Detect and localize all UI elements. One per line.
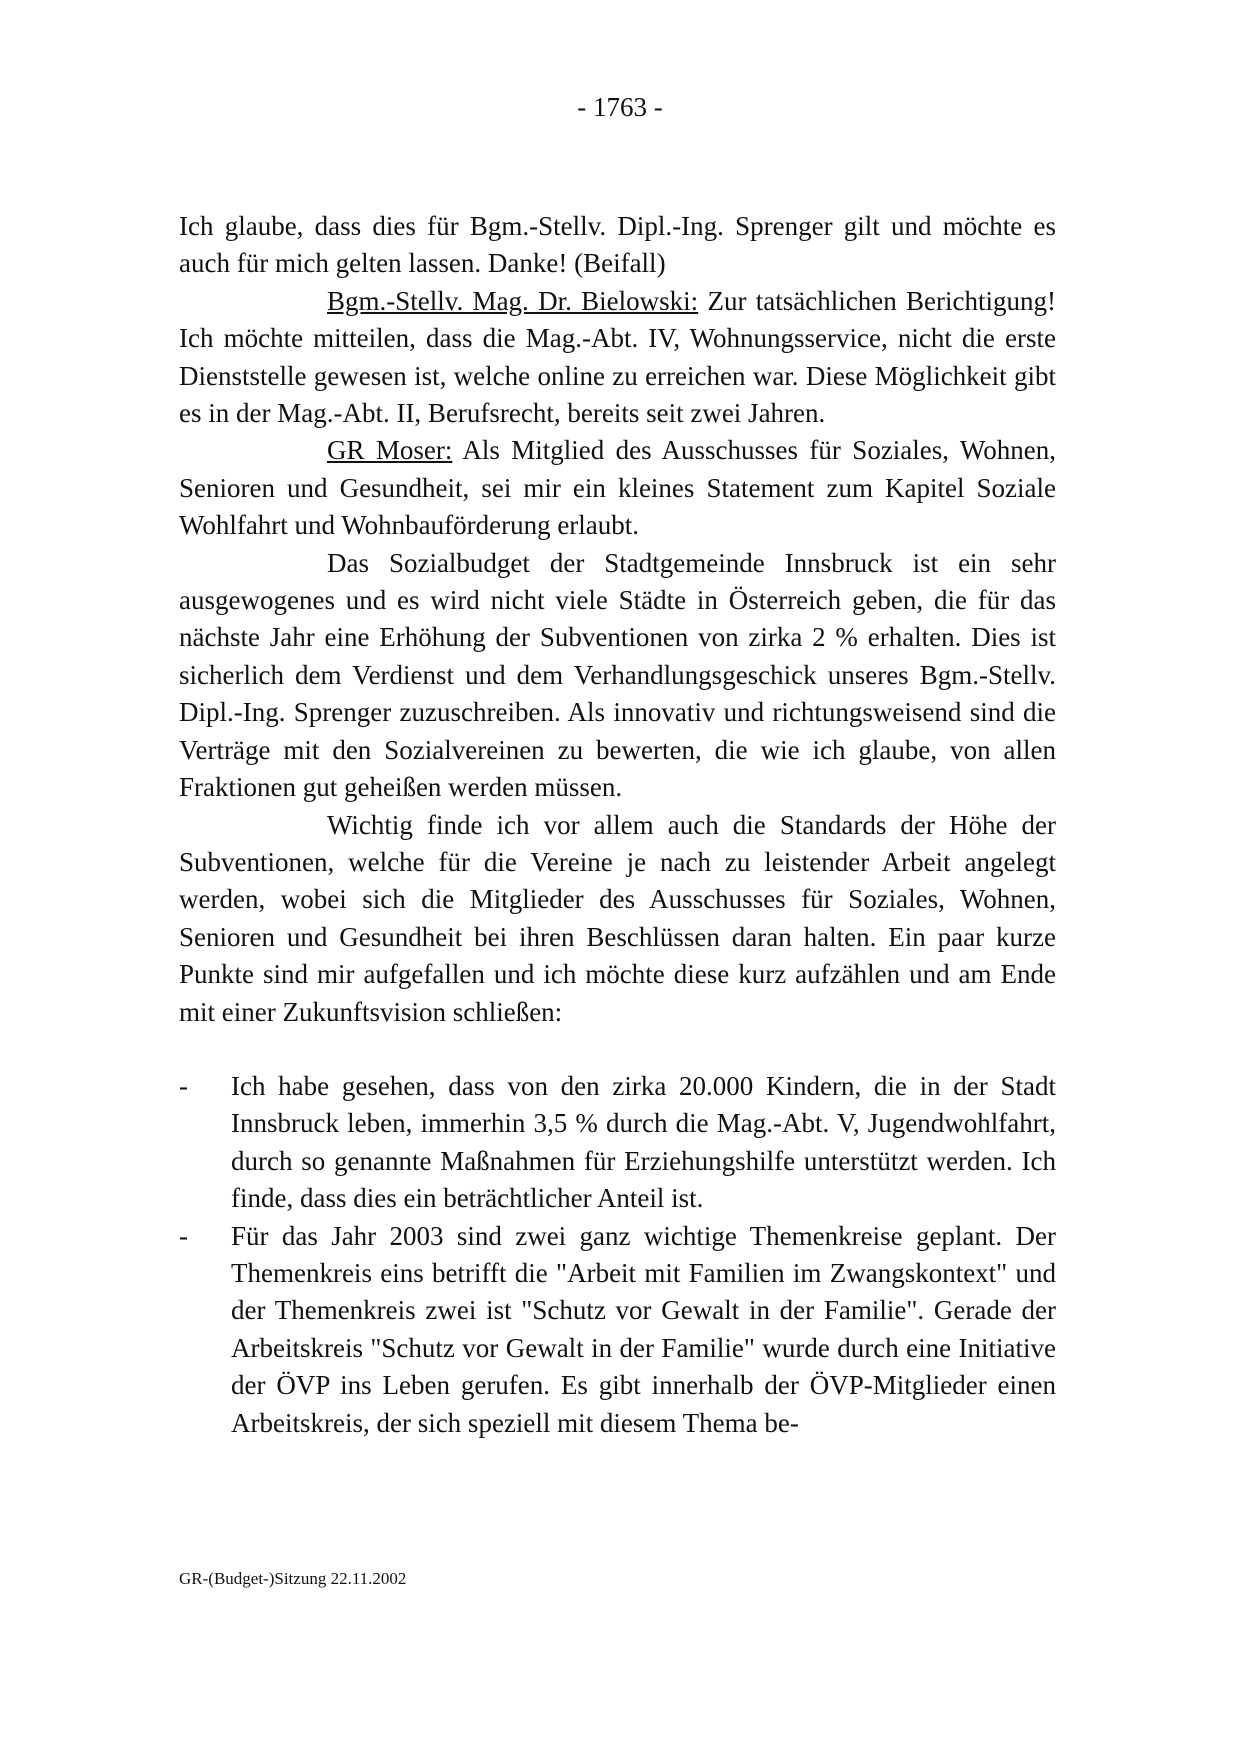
paragraph <box>179 283 1056 433</box>
paragraph-text: Das Sozialbudget der Stadtgemeinde Innsbruck ist ein sehr ausgewogenes und es wird nicht viele Städte in Österreich geben, die für das nächste Jahr eine Erhöhung der Subventionen von zirka 2 % erhalten. Dies ist sicherlich dem Verdienst und dem Verhandlungsgeschick unseres Bgm.-Stellv. Dipl.-Ing. Sprenger zuzuschreiben. Als innovativ und richtungsweisend sind die Verträge mit den Sozialvereinen zu bewerten, die wie ich glaube, von allen Fraktionen gut geheißen werden müssen. <box>179 547 1056 803</box>
page-number: - 1763 - <box>577 92 663 122</box>
footer: GR-(Budget-)Sitzung 22.11.2002 <box>179 1569 407 1588</box>
list-item <box>179 1218 1056 1442</box>
speaker-name: GR Moser: <box>327 435 453 466</box>
paragraph <box>179 545 1056 807</box>
speaker-name: Bgm.-Stellv. Mag. Dr. Bielowski: <box>327 285 699 316</box>
paragraph-text: Wichtig finde ich vor allem auch die Standards der Höhe der Subventionen, welche für die Vereine je nach zu leistender Arbeit angelegt werden, wobei sich die Mitglieder des Ausschusses für Soziales, Wohnen, Senioren und Gesundheit bei ihren Beschlüssen daran halten. Ein paar kurze Punkte sind mir aufgefallen und ich möchte diese kurz aufzählen und am Ende mit einer Zukunftsvision schließen: <box>179 809 1056 1027</box>
bullet-list <box>179 1068 1056 1442</box>
list-item-text: Ich habe gesehen, dass von den zirka 20.000 Kindern, die in der Stadt Innsbruck leben, immerhin 3,5 % durch die Mag.-Abt. V, Jugendwohlfahrt, durch so genannte Maßnahmen für Erziehungshilfe unterstützt werden. Ich finde, dass dies ein beträchtlicher Anteil ist. <box>231 1070 1056 1214</box>
paragraph <box>179 208 1056 283</box>
paragraph-text: Ich glaube, dass dies für Bgm.-Stellv. Dipl.-Ing. Sprenger gilt und möchte es auch für mich gelten lassen. Danke! (Beifall) <box>179 211 1056 279</box>
paragraph-text: Als Mitglied des Ausschusses für Soziales, Wohnen, Senioren und Gesundheit, sei mir ein kleines Statement zum Kapitel Soziale Wohlfahrt und Wohnbauförderung erlaubt. <box>179 435 1056 541</box>
document-body <box>179 208 1056 1442</box>
list-bullet: - <box>179 1070 188 1101</box>
paragraph <box>179 807 1056 1031</box>
list-item <box>179 1068 1056 1218</box>
list-item-text: Für das Jahr 2003 sind zwei ganz wichtige Themenkreise geplant. Der Themenkreis eins betrifft die "Arbeit mit Familien im Zwangskontext" und der Themenkreis zwei ist "Schutz vor Gewalt in der Familie". Gerade der Arbeitskreis "Schutz vor Gewalt in der Familie" wurde durch eine Initiative der ÖVP ins Leben gerufen. Es gibt innerhalb der ÖVP-Mitglieder einen Arbeitskreis, der sich speziell mit diesem Thema be- <box>231 1220 1056 1438</box>
paragraph-text: Zur tatsächlichen Berichtigung! Ich möchte mitteilen, dass die Mag.-Abt. IV, Wohnungsservice, nicht die erste Dienststelle gewesen ist, welche online zu erreichen war. Diese Möglichkeit gibt es in der Mag.-Abt. II, Berufsrecht, bereits seit zwei Jahren. <box>179 285 1056 429</box>
paragraph <box>179 432 1056 544</box>
list-bullet: - <box>179 1220 188 1251</box>
